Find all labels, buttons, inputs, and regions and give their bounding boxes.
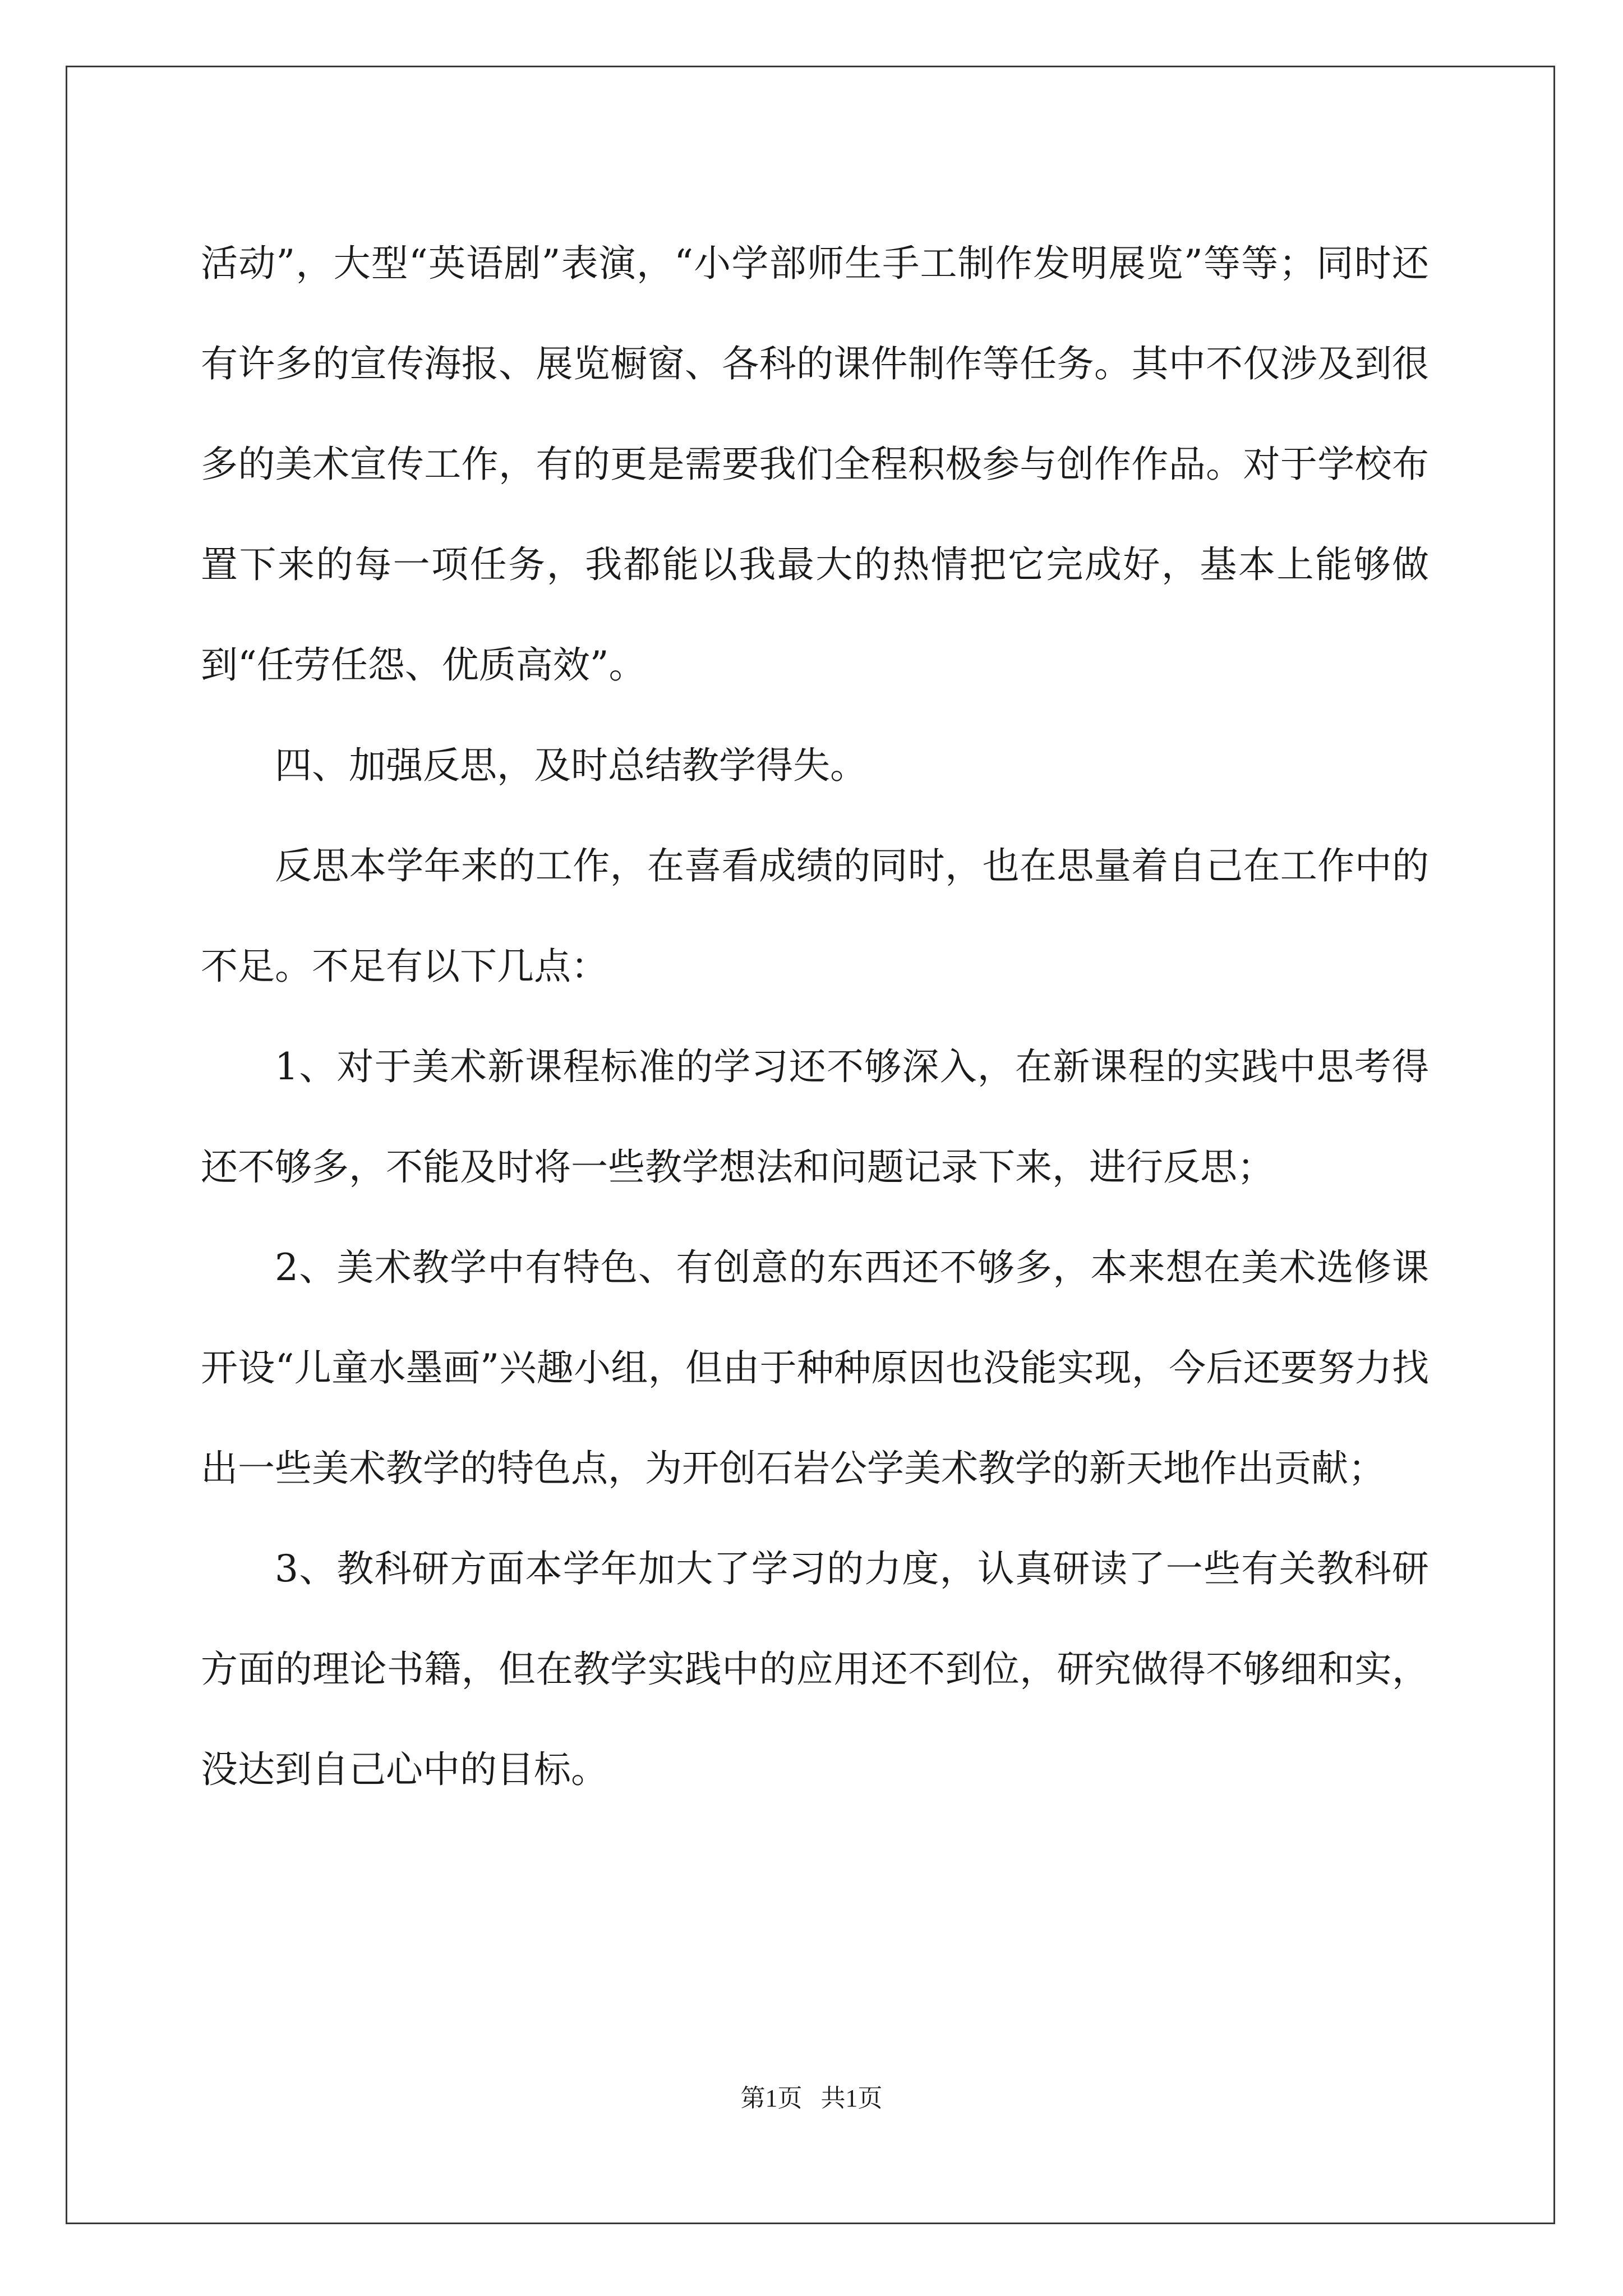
paragraph-continuation: 活动”，大型“英语剧”表演，“小学部师生手工制作发明展览”等等；同时还有许多的宣传海报、展览橱窗、各科的课件制作等任务。其中不仅涉及到很多的美术宣传工作，有的更是需要我们全程积极参与创作作品。对于学校布置下来的每一项任务，我都能以我最大的热情把它完成好，基本上能够做到“任劳任怨、优质高效”。 xyxy=(201,242,1429,687)
section-heading: 四、加强反思，及时总结教学得失。 xyxy=(275,744,867,787)
paragraph-reflection: 反思本学年来的工作，在喜看成绩的同时，也在思量着自己在工作中的不足。不足有以下几点： xyxy=(201,844,1429,988)
list-item-3: 3、教科研方面本学年加大了学习的力度，认真研读了一些有关教科研方面的理论书籍，但在教学实践中的应用还不到位，研究做得不够细和实，没达到自己心中的目标。 xyxy=(201,1547,1429,1791)
page-number-footer: 第1页 共1页 xyxy=(740,2085,883,2112)
list-item-2: 2、美术教学中有特色、有创意的东西还不够多，本来想在美术选修课开设“儿童水墨画”兴趣小组，但由于种种原因也没能实现，今后还要努力找出一些美术教学的特色点，为开创石岩公学美术教学的新天地作出贡献； xyxy=(201,1246,1429,1490)
document-body xyxy=(201,213,1429,1820)
list-item-1: 1、对于美术新课程标准的学习还不够深入，在新课程的实践中思考得还不够多，不能及时将一些教学想法和问题记录下来，进行反思； xyxy=(201,1045,1429,1189)
